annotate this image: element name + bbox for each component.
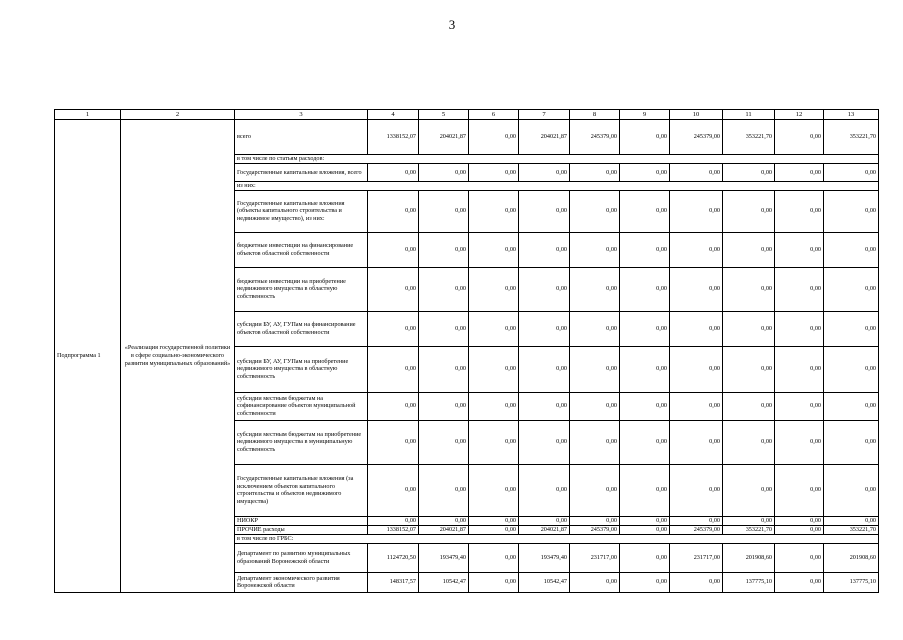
value-cell: 1338152,07 [368,120,419,155]
value-cell: 0,00 [469,543,519,572]
value-cell: 0,00 [670,346,723,392]
value-cell: 0,00 [519,464,570,516]
value-cell: 0,00 [519,516,570,525]
value-cell: 0,00 [368,516,419,525]
value-cell: 0,00 [368,190,419,232]
value-cell: 0,00 [620,232,670,267]
value-cell: 0,00 [775,516,824,525]
value-cell: 353221,70 [824,525,879,534]
value-cell: 0,00 [670,420,723,464]
header-cell: 5 [419,110,469,120]
value-cell: 0,00 [620,464,670,516]
value-cell: 0,00 [419,346,469,392]
value-cell: 0,00 [670,267,723,311]
value-cell: 353221,70 [723,120,775,155]
value-cell: 193479,40 [419,543,469,572]
value-cell: 0,00 [469,267,519,311]
header-cell: 6 [469,110,519,120]
value-cell: 0,00 [469,516,519,525]
value-cell: 0,00 [670,392,723,420]
value-cell: 0,00 [775,190,824,232]
value-cell: 0,00 [775,164,824,182]
header-cell: 3 [235,110,368,120]
header-cell: 10 [670,110,723,120]
value-cell: 0,00 [620,392,670,420]
header-cell: 1 [55,110,121,120]
header-cell: 12 [775,110,824,120]
value-cell: 0,00 [723,392,775,420]
row-label: Департамент экономического развития Воронежской области [235,572,368,592]
value-cell: 245379,00 [570,525,620,534]
value-cell: 0,00 [775,120,824,155]
header-cell: 13 [824,110,879,120]
value-cell: 0,00 [723,232,775,267]
value-cell: 0,00 [723,311,775,346]
value-cell: 0,00 [570,346,620,392]
row-label: субсидии БУ, АУ, ГУПам на финансирование объектов областной собственности [235,311,368,346]
header-cell: 9 [620,110,670,120]
value-cell: 137775,10 [723,572,775,592]
row-label: НИОКР [235,516,368,525]
value-cell: 0,00 [570,311,620,346]
value-cell: 0,00 [519,311,570,346]
value-cell: 0,00 [368,311,419,346]
value-cell: 0,00 [469,164,519,182]
value-cell: 0,00 [368,346,419,392]
value-cell: 0,00 [469,525,519,534]
value-cell: 0,00 [419,232,469,267]
value-cell: 0,00 [368,267,419,311]
value-cell: 0,00 [368,420,419,464]
value-cell: 0,00 [670,572,723,592]
value-cell: 0,00 [469,420,519,464]
row-label: бюджетные инвестиции на приобретение недвижимого имущества в областную собственность [235,267,368,311]
value-cell: 245379,00 [670,525,723,534]
row-label: Государственные капитальные вложения (объекты капитального строительства и недвижимое имущество), из них: [235,190,368,232]
value-cell: 0,00 [368,392,419,420]
value-cell: 0,00 [519,392,570,420]
value-cell: 0,00 [824,464,879,516]
value-cell: 0,00 [775,392,824,420]
value-cell: 0,00 [670,164,723,182]
value-cell: 0,00 [620,346,670,392]
table-body [55,110,879,593]
value-cell: 0,00 [824,267,879,311]
value-cell: 0,00 [419,392,469,420]
value-cell: 0,00 [723,464,775,516]
value-cell: 137775,10 [824,572,879,592]
row-label: из них: [235,182,879,191]
header-cell: 2 [121,110,235,120]
row-label: Государственные капитальные вложения (за исключением объектов капитального строительства и объектов недвижимого имущества) [235,464,368,516]
header-row [55,110,879,120]
value-cell: 0,00 [419,311,469,346]
header-cell: 11 [723,110,775,120]
row-label: субсидии местным бюджетам на софинансирование объектов муниципальной собственности [235,392,368,420]
value-cell: 0,00 [723,190,775,232]
value-cell: 0,00 [469,232,519,267]
value-cell: 1338152,07 [368,525,419,534]
value-cell: 0,00 [570,464,620,516]
value-cell: 245379,00 [570,120,620,155]
value-cell: 0,00 [620,516,670,525]
value-cell: 0,00 [824,311,879,346]
value-cell: 0,00 [570,190,620,232]
value-cell: 0,00 [775,311,824,346]
value-cell: 204021,87 [519,525,570,534]
value-cell: 201908,60 [723,543,775,572]
value-cell: 0,00 [620,120,670,155]
header-cell: 4 [368,110,419,120]
value-cell: 0,00 [419,464,469,516]
value-cell: 0,00 [775,525,824,534]
row-label: бюджетные инвестиции на финансирование объектов областной собственности [235,232,368,267]
value-cell: 0,00 [519,190,570,232]
value-cell: 0,00 [570,232,620,267]
value-cell: 0,00 [570,516,620,525]
value-cell: 0,00 [570,392,620,420]
value-cell: 0,00 [469,346,519,392]
value-cell: 231717,00 [670,543,723,572]
row-label: всего [235,120,368,155]
row-label: Государственные капитальные вложения, всего [235,164,368,182]
value-cell: 0,00 [469,311,519,346]
row-label: в том числе по ГРБС: [235,534,879,543]
value-cell: 0,00 [570,164,620,182]
row-label: ПРОЧИЕ расходы [235,525,368,534]
value-cell: 0,00 [775,267,824,311]
value-cell: 0,00 [368,464,419,516]
value-cell: 0,00 [570,267,620,311]
value-cell: 0,00 [419,267,469,311]
value-cell: 201908,60 [824,543,879,572]
value-cell: 0,00 [775,543,824,572]
value-cell: 0,00 [620,311,670,346]
value-cell: 0,00 [723,420,775,464]
value-cell: 0,00 [824,232,879,267]
value-cell: 245379,00 [670,120,723,155]
value-cell: 0,00 [419,164,469,182]
value-cell: 0,00 [419,190,469,232]
value-cell: 0,00 [775,464,824,516]
header-cell: 7 [519,110,570,120]
value-cell: 0,00 [670,516,723,525]
page-number: 3 [448,17,456,32]
value-cell: 0,00 [469,464,519,516]
value-cell: 0,00 [469,572,519,592]
value-cell: 0,00 [620,525,670,534]
value-cell: 0,00 [824,164,879,182]
value-cell: 0,00 [670,232,723,267]
value-cell: 0,00 [824,190,879,232]
value-cell: 0,00 [775,572,824,592]
value-cell: 0,00 [620,572,670,592]
row-label: в том числе по статьям расходов: [235,155,879,164]
value-cell: 0,00 [519,346,570,392]
value-cell: 193479,40 [519,543,570,572]
row-label: субсидии БУ, АУ, ГУПам на приобретение недвижимого имущества в областную собственность [235,346,368,392]
value-cell: 0,00 [419,420,469,464]
value-cell: 0,00 [824,392,879,420]
program-name: «Реализация государственной политики в сфере социально-экономического развития муниципальных образований» [121,120,235,593]
value-cell: 0,00 [519,232,570,267]
value-cell: 0,00 [368,232,419,267]
value-cell: 0,00 [670,464,723,516]
value-cell: 0,00 [723,164,775,182]
value-cell: 204021,87 [419,120,469,155]
value-cell: 204021,87 [519,120,570,155]
value-cell: 0,00 [775,420,824,464]
value-cell: 0,00 [723,267,775,311]
value-cell: 0,00 [620,164,670,182]
value-cell: 231717,00 [570,543,620,572]
value-cell: 0,00 [469,190,519,232]
value-cell: 0,00 [824,420,879,464]
value-cell: 0,00 [723,516,775,525]
value-cell: 0,00 [519,164,570,182]
value-cell: 0,00 [620,267,670,311]
value-cell: 0,00 [620,190,670,232]
row-label: Департамент по развитию муниципальных образований Воронежской области [235,543,368,572]
value-cell: 0,00 [670,190,723,232]
value-cell: 148317,57 [368,572,419,592]
value-cell: 0,00 [824,346,879,392]
value-cell: 0,00 [368,164,419,182]
value-cell: 0,00 [570,572,620,592]
value-cell: 0,00 [824,516,879,525]
value-cell: 0,00 [620,543,670,572]
value-cell: 10542,47 [519,572,570,592]
value-cell: 1124720,50 [368,543,419,572]
value-cell: 0,00 [570,420,620,464]
value-cell: 0,00 [775,232,824,267]
value-cell: 353221,70 [824,120,879,155]
header-cell: 8 [570,110,620,120]
table-row [55,120,879,155]
program-code: Подпрограмма 1 [55,120,121,593]
value-cell: 0,00 [775,346,824,392]
value-cell: 0,00 [670,311,723,346]
value-cell: 0,00 [620,420,670,464]
value-cell: 0,00 [469,392,519,420]
row-label: субсидии местным бюджетам на приобретение недвижимого имущества в муниципальную собственность [235,420,368,464]
value-cell: 353221,70 [723,525,775,534]
value-cell: 0,00 [469,120,519,155]
value-cell: 0,00 [519,267,570,311]
budget-table [54,109,879,593]
value-cell: 10542,47 [419,572,469,592]
value-cell: 0,00 [723,346,775,392]
value-cell: 0,00 [519,420,570,464]
value-cell: 204021,87 [419,525,469,534]
value-cell: 0,00 [419,516,469,525]
